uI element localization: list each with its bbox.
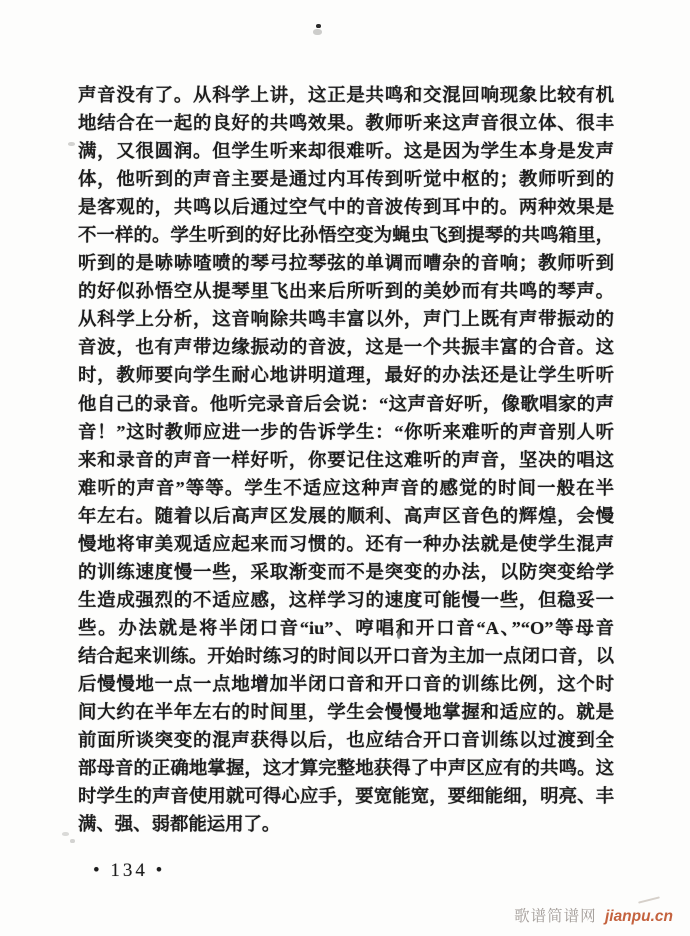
- text-line: 地结合在一起的良好的共鸣效果。教师听来这声音很立体、很丰: [78, 113, 614, 134]
- text-line: 不一样的。学生听到的好比孙悟空变为蝇虫飞到提琴的共鸣箱里，: [78, 225, 614, 246]
- watermark-site-url: jianpu.cn: [604, 908, 673, 925]
- text-line: 音波，也有声带边缘振动的音波，这是一个共振丰富的合音。这: [78, 337, 614, 358]
- text-line: 来和录音的声音一样好听，你要记住这难听的声音，坚决的唱这: [78, 449, 614, 470]
- text-line: 满、强、弱都能运用了。: [78, 814, 281, 835]
- text-line: 些。办法就是将半闭口音“iu”、哼唱和开口音“A、”“O”等母音: [78, 617, 614, 638]
- scan-speck: [313, 29, 322, 35]
- text-line: 满，又很圆润。但学生听来却很难听。这是因为学生本身是发声: [78, 141, 614, 162]
- scan-speck: [62, 832, 69, 836]
- text-line: 的好似孙悟空从提琴里飞出来后所听到的美妙而有共鸣的琴声。: [78, 281, 614, 302]
- text-line: 生造成强烈的不适应感，这样学习的速度可能慢一些，但稳妥一: [78, 589, 614, 610]
- text-line: 听到的是哧哧喳喷的琴弓拉琴弦的单调而嘈杂的音响；教师听到: [78, 253, 614, 274]
- text-line: 是客观的，共鸣以后通过空气中的音波传到耳中的。两种效果是: [78, 197, 614, 218]
- text-line: 声音没有了。从科学上讲，这正是共鸣和交混回响现象比较有机: [78, 85, 614, 105]
- text-line: 慢地将审美观适应起来而习惯的。还有一种办法就是使学生混声: [78, 533, 614, 554]
- watermark-site-name: 歌谱简谱网: [514, 908, 597, 925]
- text-line: 难听的声音”等等。学生不适应这种声音的感觉的时间一般在半: [78, 477, 614, 498]
- page-number: • 134 •: [93, 860, 166, 881]
- text-line: 部母音的正确地掌握，这才算完整地获得了中声区应有的共鸣。这: [78, 758, 614, 779]
- text-line: 体，他听到的声音主要是通过内耳传到听觉中枢的；教师听到的: [78, 169, 614, 190]
- text-line: 年左右。随着以后高声区发展的顺利、高声区音色的辉煌，会慢: [78, 505, 614, 526]
- body-text: [78, 81, 614, 838]
- text-line: 的训练速度慢一些，采取渐变而不是突变的办法，以防突变给学: [78, 561, 614, 582]
- watermark: [514, 904, 673, 926]
- text-line: 时，教师要向学生耐心地讲明道理，最好的办法还是让学生听听: [78, 365, 614, 386]
- text-line: 前面所谈突变的混声获得以后，也应结合开口音训练以过渡到全: [78, 730, 614, 751]
- scan-speck: [68, 142, 75, 146]
- text-line: 间大约在半年左右的时间里，学生会慢慢地掌握和适应的。就是: [78, 702, 614, 723]
- text-line: 结合起来训练。开始时练习的时间以开口音为主加一点闭口音，以: [78, 645, 614, 666]
- text-line: 时学生的声音使用就可得心应手，要宽能宽，要细能细，明亮、丰: [78, 786, 614, 807]
- text-line: 从科学上分析，这音响除共鸣丰富以外，声门上既有声带振动的: [78, 309, 614, 330]
- text-line: 他自己的录音。他听完录音后会说：“这声音好听，像歌唱家的声: [78, 393, 614, 414]
- text-line: 后慢慢地一点一点地增加半闭口音和开口音的训练比例，这个时: [78, 673, 614, 694]
- scan-speck: [316, 24, 321, 28]
- text-line: 音！”这时教师应进一步的告诉学生：“你听来难听的声音别人听: [78, 421, 614, 442]
- scan-speck: [638, 896, 660, 903]
- scan-speck: [70, 839, 75, 843]
